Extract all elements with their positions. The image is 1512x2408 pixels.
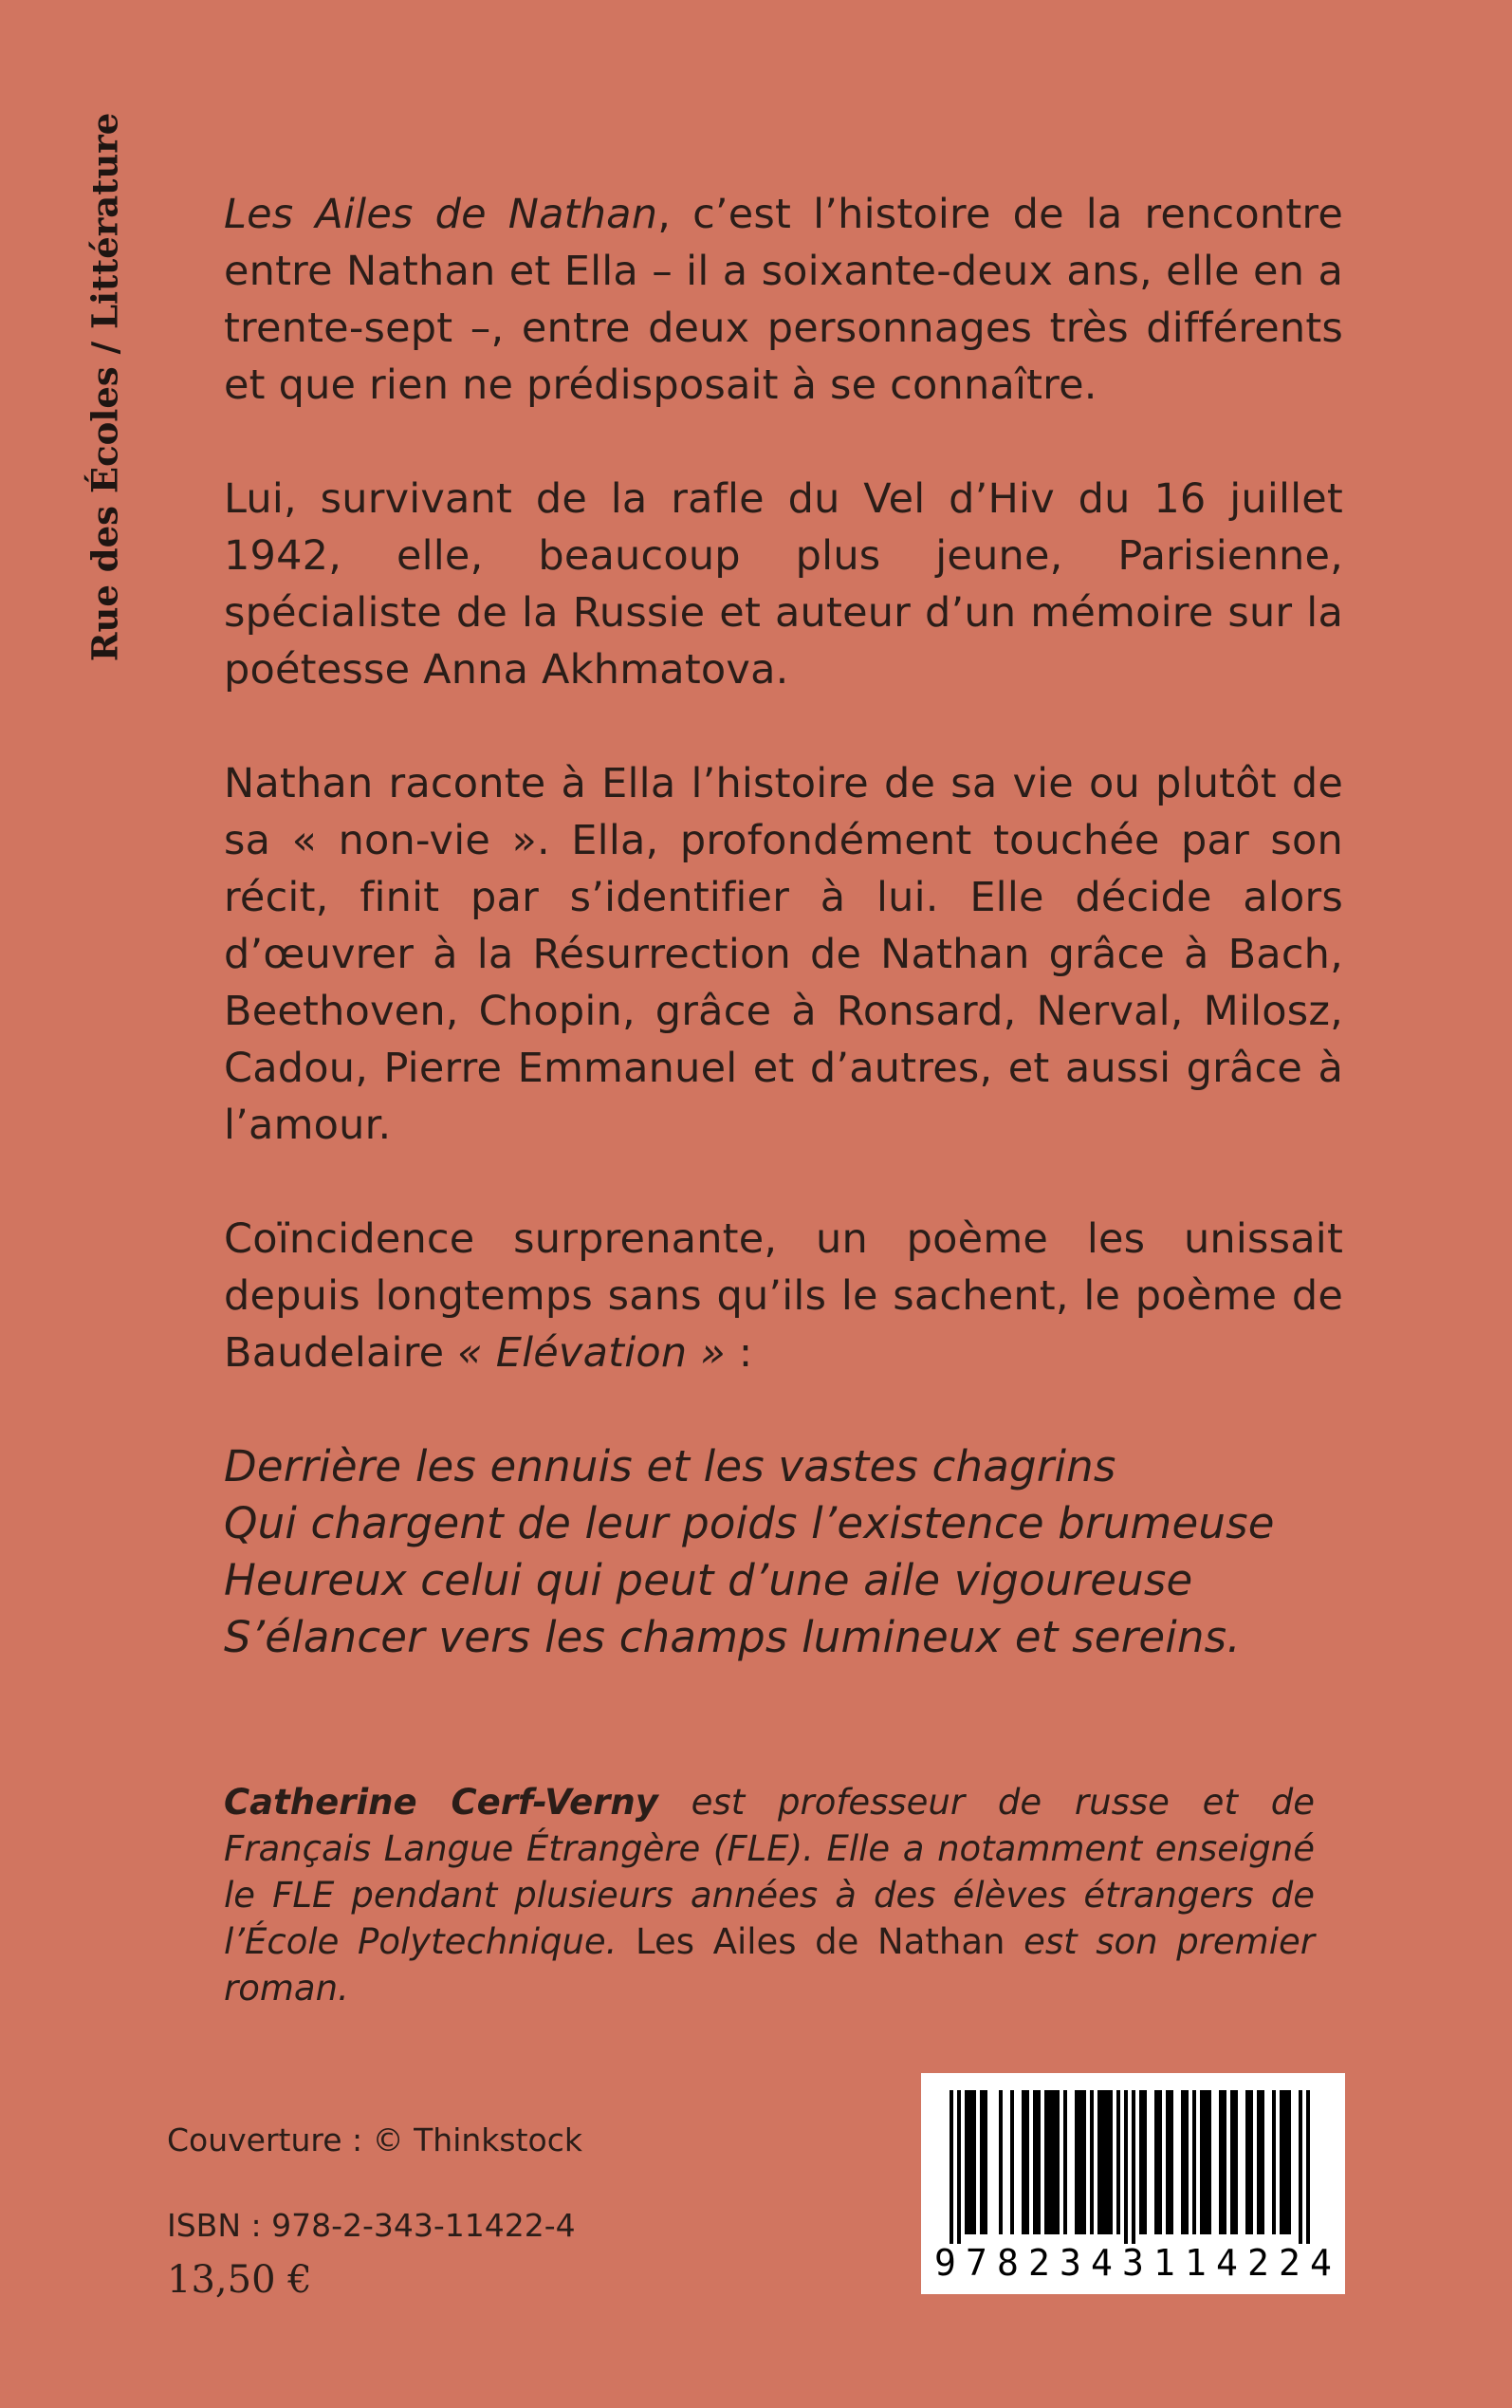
barcode-bar	[1090, 2090, 1094, 2234]
poem-quote	[224, 1438, 1343, 1666]
isbn-text: ISBN : 978-2-343-11422-4	[167, 2207, 576, 2244]
barcode-bar	[1219, 2090, 1223, 2234]
barcode-bar	[1158, 2090, 1162, 2234]
barcode-bar	[1257, 2090, 1261, 2234]
price-text: 13,50 €	[167, 2258, 312, 2302]
barcode-bar	[1208, 2090, 1211, 2234]
barcode-bar	[1143, 2090, 1147, 2234]
barcode-digit: 2	[1028, 2242, 1050, 2284]
bio-book-title: Les Ailes de Nathan	[636, 1921, 1005, 1962]
barcode-bar	[1048, 2090, 1052, 2234]
barcode-bar	[1272, 2090, 1276, 2234]
barcode-bar	[1022, 2090, 1025, 2234]
barcode-bar	[1245, 2090, 1249, 2234]
barcode-digit: 4	[1310, 2242, 1332, 2284]
barcode-digit: 7	[966, 2242, 987, 2284]
barcode-bar	[1056, 2090, 1060, 2234]
barcode-bar	[1170, 2090, 1173, 2234]
barcode-digit: 2	[1247, 2242, 1269, 2284]
barcode-bar	[1082, 2090, 1086, 2234]
barcode-digit: 4	[1216, 2242, 1238, 2284]
barcode-bar	[1249, 2090, 1253, 2234]
barcode-digit: 8	[997, 2242, 1019, 2284]
barcode-bar	[1010, 2090, 1014, 2234]
barcode-bar	[1132, 2090, 1135, 2244]
blurb-paragraph-4-text: Coïncidence surprenante, un poème les unissait depuis longtemps sans qu’ils le sachent, le poème de Baudelaire	[224, 1215, 1343, 1377]
barcode-bar	[1166, 2090, 1170, 2234]
author-bio	[224, 1779, 1315, 2011]
barcode-digit: 3	[1060, 2242, 1081, 2284]
barcode-bar	[1044, 2090, 1048, 2234]
barcode-bar	[1200, 2090, 1204, 2234]
barcode-bar	[1079, 2090, 1082, 2234]
barcode-bar	[1181, 2090, 1185, 2234]
barcode-bar	[1025, 2090, 1029, 2234]
barcode	[921, 2073, 1345, 2294]
barcode-bar	[1052, 2090, 1056, 2234]
barcode-digit: 4	[1091, 2242, 1113, 2284]
poem-line: Qui chargent de leur poids l’existence brumeuse	[224, 1498, 1275, 1548]
barcode-bar	[1261, 2090, 1264, 2234]
barcode-bar	[1109, 2090, 1113, 2234]
barcode-digit: 3	[1122, 2242, 1144, 2284]
blurb-paragraph-1-text: , c’est l’histoire de la rencontre entre Nathan et Ella – il a soixante-deux ans, elle en a trente-sept –, entre deux personnages très différents et que rien ne prédisposait à se connaître.	[224, 191, 1343, 409]
barcode-bar	[1097, 2090, 1101, 2234]
barcode-bar	[968, 2090, 972, 2234]
barcode-digit: 1	[1153, 2242, 1175, 2284]
blurb-paragraph-3: Nathan raconte à Ella l’histoire de sa vie ou plutôt de sa « non-vie ». Ella, profondément touchée par son récit, finit par s’identifier à lui. Elle décide alors d’œuvrer à la Résurrection de Nathan grâce à Bach, Beethoven, Chopin, grâce à Ronsard, Nerval, Milosz, Cadou, Pierre Emmanuel et d’autres, et aussi grâce à l’amour.	[224, 760, 1343, 1149]
barcode-bar	[950, 2090, 953, 2244]
barcode-bar	[1037, 2090, 1041, 2234]
barcode-bar	[1230, 2090, 1234, 2234]
blurb-paragraph-1	[224, 186, 1343, 414]
barcode-digits	[934, 2242, 1332, 2284]
barcode-bar	[1185, 2090, 1189, 2234]
barcode-bar	[957, 2090, 961, 2244]
barcode-bar	[984, 2090, 987, 2234]
barcode-digit: 2	[1279, 2242, 1300, 2284]
author-name: Catherine Cerf-Verny	[224, 1782, 658, 1823]
barcode-bar	[999, 2090, 1003, 2234]
barcode-bar	[1204, 2090, 1208, 2234]
blurb-paragraph-4-end: :	[725, 1329, 753, 1377]
barcode-bar	[1287, 2090, 1291, 2234]
barcode-bar	[1101, 2090, 1105, 2234]
barcode-bar	[1234, 2090, 1238, 2234]
barcode-bar	[1154, 2090, 1158, 2234]
spine-text: Rue des Écoles / Littérature	[83, 112, 126, 662]
barcode-bar	[1283, 2090, 1287, 2234]
barcode-bar	[1033, 2090, 1037, 2234]
poem-line: Heureux celui qui peut d’une aile vigoureuse	[224, 1555, 1193, 1605]
barcode-bar	[1116, 2090, 1120, 2234]
barcode-bar	[1075, 2090, 1079, 2234]
poem-line: S’élancer vers les champs lumineux et sereins.	[224, 1612, 1241, 1662]
barcode-bar	[972, 2090, 976, 2234]
poem-line: Derrière les ennuis et les vastes chagrins	[224, 1441, 1116, 1491]
author-bio-text: est professeur de russe et de Français Langue Étrangère (FLE). Elle a notamment enseigné le FLE pendant plusieurs années à des élèves étrangers de l’École Polytechnique.	[224, 1782, 1315, 1962]
barcode-bar	[1124, 2090, 1128, 2244]
barcode-bar	[1299, 2090, 1302, 2244]
barcode-digit: 9	[934, 2242, 956, 2284]
barcode-bar	[980, 2090, 984, 2234]
cover-credit: Couverture : © Thinkstock	[167, 2121, 582, 2158]
barcode-digit: 1	[1185, 2242, 1207, 2284]
book-title: Les Ailes de Nathan	[224, 191, 658, 238]
barcode-bar	[1105, 2090, 1109, 2234]
blurb-paragraph-2: Lui, survivant de la rafle du Vel d’Hiv du 16 juillet 1942, elle, beaucoup plus jeune, Parisienne, spécialiste de la Russie et auteur d’un mémoire sur la poétesse Anna Akhmatova.	[224, 475, 1343, 694]
barcode-bar	[1280, 2090, 1283, 2234]
blurb-paragraph-4	[224, 1211, 1343, 1381]
back-cover-blurb	[224, 186, 1343, 1666]
barcode-bar	[1306, 2090, 1310, 2244]
barcode-bar	[1139, 2090, 1143, 2234]
poem-title: « Elévation »	[457, 1329, 726, 1377]
barcode-bar	[965, 2090, 968, 2234]
spine-label	[78, 112, 131, 662]
barcode-bar	[1192, 2090, 1196, 2234]
barcode-bar	[1223, 2090, 1226, 2234]
barcode-bars	[921, 2073, 1345, 2244]
barcode-bar	[1063, 2090, 1067, 2234]
author-bio-end: est son premier roman.	[224, 1921, 1315, 2009]
